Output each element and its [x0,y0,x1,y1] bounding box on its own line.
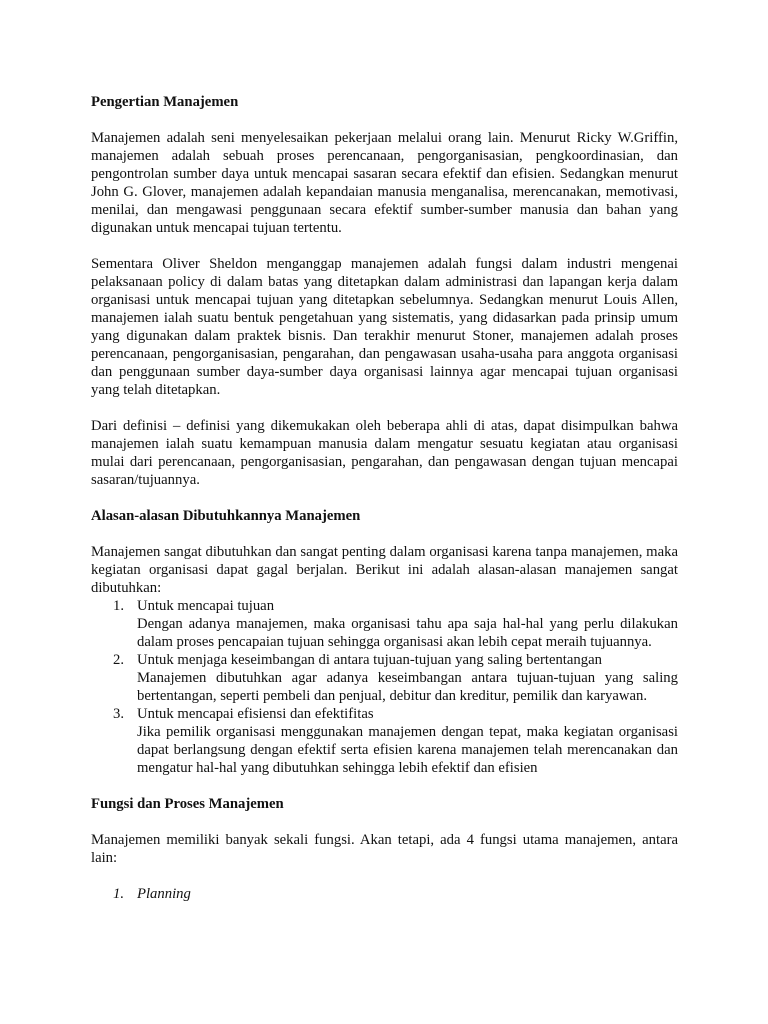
list-item [91,597,678,651]
heading-pengertian-manajemen: Pengertian Manajemen [91,94,239,110]
list-item-description: Dengan adanya manajemen, maka organisasi tahu apa saja hal-hal yang perlu dilakukan dalam proses pencapaian tujuan sehingga organisasi akan lebih cepat meraih tujuannya. [137,616,678,650]
list-item-number: 2. [113,652,125,668]
list-item-title: Planning [137,886,191,902]
paragraph-functions-intro: Manajemen memiliki banyak sekali fungsi. Akan tetapi, ada 4 fungsi utama manajemen, antara lain: [91,832,678,866]
list-item [91,651,678,705]
document-body [91,93,678,903]
list-item [91,885,678,903]
list-item-title: Untuk mencapai efisiensi dan efektifitas [137,706,374,722]
paragraph-definition-griffin-glover: Manajemen adalah seni menyelesaikan pekerjaan melalui orang lain. Menurut Ricky W.Griffin, manajemen adalah sebuah proses perencanaan, pengorganisasian, pengkoordinasian, dan pengontrolan sumber daya untuk mencapai sasaran secara efektif dan efisien. Sedangkan menurut John G. Glover, manajemen adalah kepandaian manusia menganalisa, merencanakan, memotivasi, menilai, dan mengawasi penggunaan secara efektif sumber-sumber manusia dan bahan yang digunakan untuk mencapai tujuan tertentu. [91,130,678,236]
list-item-number: 1. [113,598,125,614]
list-item-title: Untuk menjaga keseimbangan di antara tujuan-tujuan yang saling bertentangan [137,652,602,668]
paragraph-definition-sheldon-allen-stoner: Sementara Oliver Sheldon menganggap manajemen adalah fungsi dalam industri mengenai pelaksanaan policy di dalam batas yang ditetapkan dalam administrasi dan lapangan kerja dalam organisasi untuk mencapai tujuan yang ditetapkan sebelumnya. Sedangkan menurut Louis Allen, manajemen ialah suatu bentuk pengetahuan yang sistematis, yang didasarkan pada prinsip umum yang digunakan dalam praktek bisnis. Dan terakhir menurut Stoner, manajemen adalah proses perencanaan, pengorganisasian, pengarahan, dan pengawasan usaha-usaha para anggota organisasi dan penggunaan sumber daya-sumber daya organisasi lainnya agar mencapai tujuan organisasi yang telah ditetapkan. [91,256,678,398]
list-item-number: 3. [113,706,125,722]
list-item-title: Untuk mencapai tujuan [137,598,275,614]
paragraph-reasons-intro: Manajemen sangat dibutuhkan dan sangat penting dalam organisasi karena tanpa manajemen, maka kegiatan organisasi dapat gagal berjalan. Berikut ini adalah alasan-alasan manajemen sangat dibutuhkan: [91,544,678,596]
list-item-number: 1. [113,886,125,902]
heading-alasan-dibutuhkannya-manajemen: Alasan-alasan Dibutuhkannya Manajemen [91,508,361,524]
list-item [91,705,678,777]
list-item-description: Jika pemilik organisasi menggunakan manajemen dengan tepat, maka kegiatan organisasi dapat berlangsung dengan efektif serta efisien karena manajemen telah merencanakan dan mengatur hal-hal yang dibutuhkan sehingga lebih efektif dan efisien [137,724,678,776]
reasons-list [91,597,678,777]
functions-list [91,885,678,903]
list-item-description: Manajemen dibutuhkan agar adanya keseimbangan antara tujuan-tujuan yang saling bertentangan, seperti pembeli dan penjual, debitur dan kreditur, pemilik dan karyawan. [137,670,678,704]
heading-fungsi-dan-proses-manajemen: Fungsi dan Proses Manajemen [91,796,284,812]
paragraph-definition-conclusion: Dari definisi – definisi yang dikemukakan oleh beberapa ahli di atas, dapat disimpulkan bahwa manajemen ialah suatu kemampuan manusia dalam mengatur sesuatu kegiatan atau organisasi mulai dari perencanaan, pengorganisasian, pengarahan, dan pengawasan dengan tujuan mencapai sasaran/tujuannya. [91,418,678,488]
